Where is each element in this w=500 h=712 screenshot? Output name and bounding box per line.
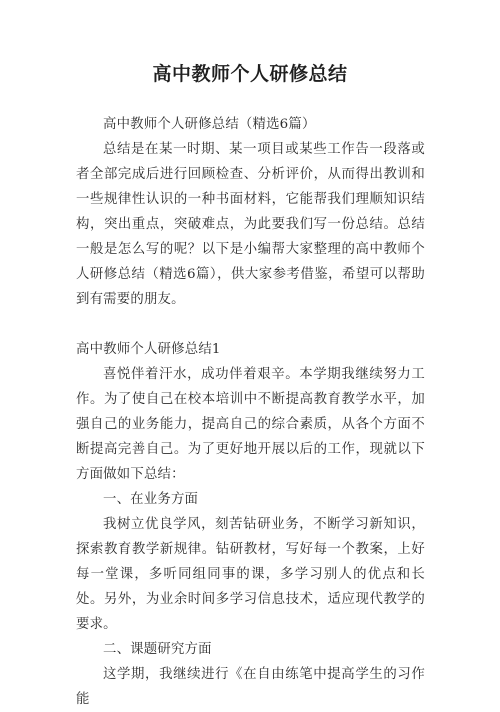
heading-business: 一、在业务方面: [103, 492, 199, 507]
document-subtitle: 高中教师个人研修总结（精选6篇）: [103, 117, 316, 132]
section-title: 高中教师个人研修总结1: [76, 342, 221, 357]
document-body: [76, 112, 425, 712]
research-paragraph: 这学期，我继续进行《在自由练笔中提高学生的习作能: [76, 667, 425, 707]
document-title: 高中教师个人研修总结: [152, 63, 348, 85]
business-paragraph: 我树立优良学风，刻苦钻研业务，不断学习新知识，探索教育教学新规律。钻研教材，写好每一个教案，上好每一堂课，多听同组同事的课，多学习别人的优点和长处。另外，为业余时间多学习信息技术，适应现代教学的要求。: [76, 517, 425, 632]
intro-paragraph: 总结是在某一时期、某一项目或某些工作告一段落或者全部完成后进行回顾检查、分析评价，从而得出教训和一些规律性认识的一种书面材料，它能帮我们理顺知识结构，突出重点，突破难点，为此要我们写一份总结。总结一般是怎么写的呢？以下是小编帮大家整理的高中教师个人研修总结（精选6篇），供大家参考借鉴，希望可以帮助到有需要的朋友。: [76, 142, 425, 307]
heading-research: 二、课题研究方面: [103, 642, 212, 657]
section-opening-paragraph: 喜悦伴着汗水，成功伴着艰辛。本学期我继续努力工作。为了使自己在校本培训中不断提高教育教学水平，加强自己的业务能力，提高自己的综合素质，从各个方面不断提高完善自己。为了更好地开展以后的工作，现就以下方面做如下总结：: [76, 367, 425, 482]
